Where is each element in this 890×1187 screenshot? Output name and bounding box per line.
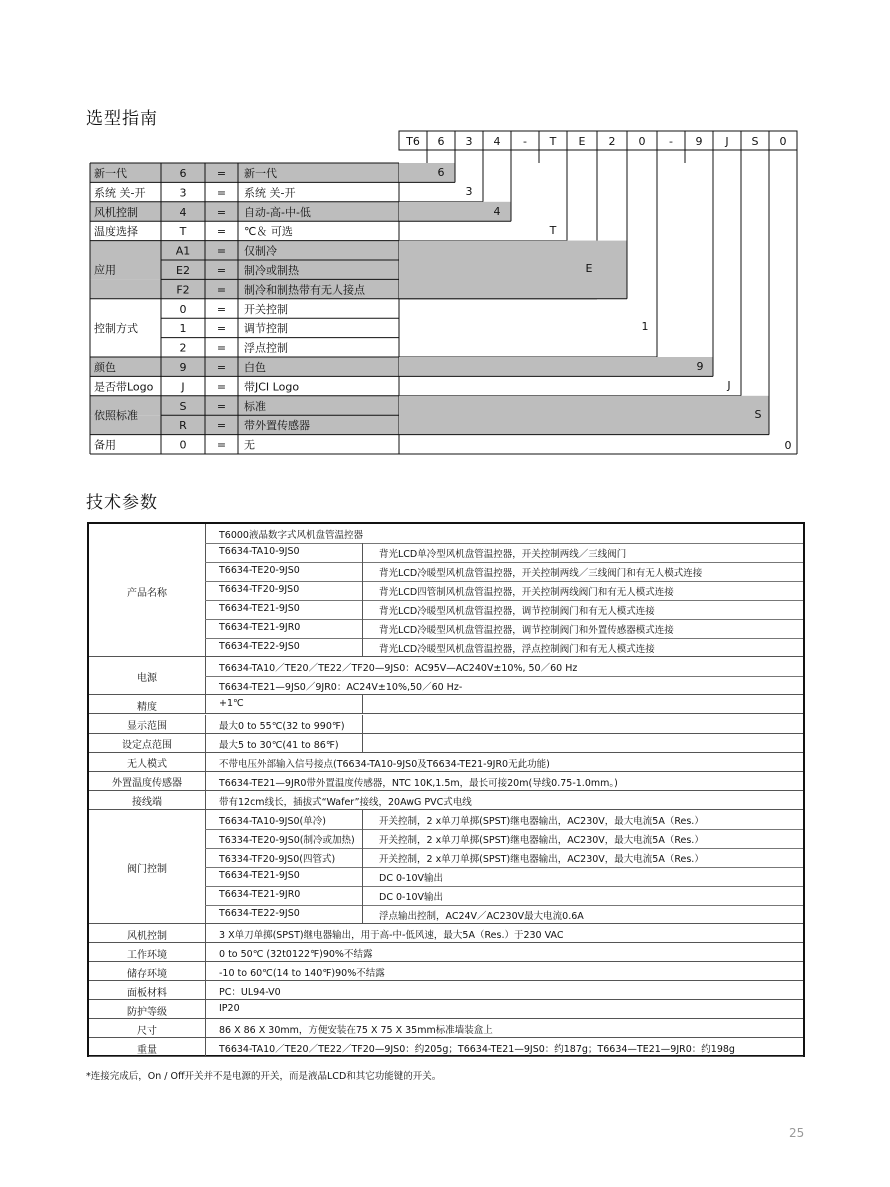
guide-equals: =: [216, 361, 227, 374]
header-code: E: [578, 135, 586, 148]
tech-group: [89, 943, 803, 962]
tech-col-divider: [205, 734, 206, 753]
guide-code: 0: [179, 302, 187, 316]
tech-col-divider: [205, 791, 206, 810]
tech-desc: 背光LCD冷暖型风机盘管温控器，开关控制两线／三线阀门和有无人模式连接: [379, 568, 703, 580]
guide-group-label: 是否带Logo: [94, 380, 154, 394]
tech-desc: DC 0-10V输出: [379, 872, 444, 884]
tech-subrow-line: [205, 867, 803, 868]
footnote: *连接完成后，On / Off开关并不是电源的开关，而是液晶LCD和其它功能键的开关。: [86, 1071, 442, 1082]
tech-desc: 浮点输出控制，AC24V／AC230V最大电流0.6A: [379, 911, 584, 922]
header-code: -: [523, 135, 527, 148]
page-number: 25: [789, 1126, 805, 1140]
tech-group: [89, 753, 803, 772]
tech-col-divider: [205, 1038, 206, 1057]
tech-label: 外置温度传感器: [112, 778, 182, 790]
header-code: 0: [638, 135, 646, 148]
tech-desc: 背光LCD冷暖型风机盘管温控器，调节控制阀门和外置传感器模式连接: [379, 625, 674, 637]
guide-code: 0: [179, 438, 187, 452]
guide-equals: =: [216, 419, 227, 433]
guide-equals: =: [216, 322, 227, 336]
guide-code: 2: [179, 341, 187, 355]
tech-group: [89, 657, 803, 695]
guide-equals: =: [216, 205, 227, 219]
stair-fill: [399, 241, 627, 299]
tech-value: T6634-TF20-9JS0: [219, 584, 300, 596]
header-code: S: [751, 135, 759, 148]
tech-value: T6634-TE21—9JR0带外置温度传感器，NTC 10K,1.5m，最长可接20m(导线0.75-1.0mm。): [219, 777, 618, 789]
tech-label: 无人模式: [127, 759, 167, 771]
guide-equals: =: [216, 399, 227, 413]
stair-fill: [399, 163, 455, 182]
tech-value: 带有12cm线长，插拔式“Wafer”接线，20AwG PVC式电线: [219, 796, 472, 808]
stair-label: 4: [493, 205, 501, 218]
tech-subrow-line: [205, 848, 803, 849]
tech-col-divider: [205, 715, 206, 734]
guide-group-label: 新一代: [94, 167, 127, 180]
guide-equals: =: [216, 244, 227, 258]
tech-col-divider: [362, 695, 363, 714]
guide-equals: =: [216, 380, 227, 394]
tech-group: [89, 524, 803, 657]
guide-group-label: 颜色: [94, 361, 116, 374]
tech-col-divider: [205, 924, 206, 943]
guide-desc: 带外置传感器: [244, 419, 310, 433]
stair-label: J: [727, 379, 731, 392]
guide-equals: =: [216, 264, 227, 277]
tech-value: T6000液晶数字式风机盘管温控器: [219, 530, 363, 541]
guide-desc: ℃＆ 可选: [244, 225, 293, 239]
guide-group-label: 依照标准: [94, 409, 138, 423]
tech-group: [89, 924, 803, 943]
tech-col-divider: [205, 772, 206, 791]
guide-desc: 仅制冷: [244, 244, 277, 258]
tech-col-divider: [362, 734, 363, 753]
tech-col-divider: [362, 829, 363, 848]
selection-guide-title: 选型指南: [86, 109, 158, 129]
tech-col-divider: [362, 600, 363, 619]
tech-value: 86 X 86 X 30mm，方便安装在75 X 75 X 35mm标准墙装盒上: [219, 1025, 493, 1037]
stair-label: 6: [437, 166, 445, 179]
tech-col-divider: [362, 848, 363, 867]
guide-equals: =: [216, 438, 227, 452]
guide-desc: 白色: [244, 361, 266, 374]
header-code: T: [549, 135, 557, 148]
tech-label: 产品名称: [127, 587, 167, 599]
guide-group-label: 风机控制: [94, 205, 138, 219]
tech-desc: 背光LCD冷暖型风机盘管温控器，浮点控制阀门和有无人模式连接: [379, 644, 655, 656]
tech-value: T6634-TE22-9JS0: [219, 908, 300, 919]
stair-label: T: [549, 224, 557, 237]
tech-label: 工作环境: [127, 949, 167, 961]
tech-col-divider: [362, 638, 363, 657]
tech-value: T6634-TA10／TE20／TE22／TF20—9JS0：约205g；T6634-TE21—9JS0：约187g；T6634—TE21—9JR0：约198g: [219, 1044, 735, 1056]
tech-col-divider: [205, 695, 206, 714]
guide-desc: 制冷或制热: [244, 264, 299, 277]
stair-label: 3: [465, 185, 473, 198]
tech-subrow-line: [205, 581, 803, 582]
guide-equals: =: [216, 283, 227, 297]
guide-group-label: 备用: [94, 438, 116, 452]
guide-equals: =: [216, 186, 227, 200]
guide-code: 1: [179, 322, 187, 336]
guide-desc: 调节控制: [244, 322, 288, 336]
tech-group: [89, 981, 803, 1000]
guide-equals: =: [216, 167, 227, 180]
tech-desc: 开关控制，2 x单刀单掷(SPST)继电器输出，AC230V，最大电流5A（Res.）: [379, 853, 704, 865]
tech-col-divider: [205, 962, 206, 981]
guide-desc: 开关控制: [244, 302, 288, 316]
tech-desc: DC 0-10V输出: [379, 891, 444, 903]
tech-value: PC：UL94-V0: [219, 987, 281, 999]
guide-desc: 新一代: [244, 167, 277, 180]
tech-col-divider: [362, 810, 363, 829]
tech-col-divider: [362, 543, 363, 562]
guide-desc: 标准: [244, 399, 266, 413]
tech-value: T6634-TE21-9JR0: [219, 888, 301, 900]
header-code: 0: [779, 135, 787, 148]
guide-desc: 浮点控制: [244, 341, 288, 355]
guide-code: S: [179, 399, 187, 413]
guide-code: F2: [176, 283, 190, 297]
tech-col-divider: [362, 581, 363, 600]
tech-label: 防护等级: [127, 1006, 167, 1018]
tech-value: -10 to 60℃(14 to 140℉)90%不结露: [219, 968, 385, 980]
tech-label: 显示范围: [127, 721, 167, 733]
tech-value: 0 to 50℃ (32t0122℉)90%不结露: [219, 949, 373, 961]
guide-code: 3: [179, 186, 187, 200]
tech-params-title: 技术参数: [86, 493, 158, 513]
tech-subrow-line: [205, 619, 803, 620]
tech-subrow-line: [205, 886, 803, 887]
header-code: J: [725, 135, 729, 148]
tech-col-divider: [205, 1019, 206, 1038]
tech-subrow-line: [205, 905, 803, 906]
tech-col-divider: [362, 619, 363, 638]
tech-subrow-line: [205, 600, 803, 601]
guide-code: E2: [176, 264, 190, 277]
tech-label: 精度: [137, 701, 157, 713]
guide-desc: 制冷和制热带有无人接点: [244, 283, 365, 297]
tech-label: 尺寸: [137, 1025, 157, 1037]
tech-value: IP20: [219, 1003, 240, 1015]
tech-params-table: [87, 522, 805, 1057]
guide-group-label: 应用: [94, 263, 116, 277]
guide-equals: =: [216, 302, 227, 316]
tech-label: 面板材料: [127, 987, 167, 999]
guide-code: J: [181, 380, 185, 394]
guide-group-label: 系统 关-开: [94, 186, 146, 200]
tech-subrow-line: [205, 562, 803, 563]
tech-group: [89, 962, 803, 981]
tech-col-divider: [362, 562, 363, 581]
header-code: 2: [608, 135, 616, 148]
tech-col-divider: [362, 905, 363, 924]
tech-desc: 背光LCD四管制风机盘管温控器，开关控制两线阀门和有无人模式连接: [379, 587, 674, 599]
tech-subrow-line: [205, 676, 803, 677]
tech-value: 最大0 to 55℃(32 to 990℉): [219, 720, 345, 732]
tech-group: [89, 810, 803, 924]
tech-group: [89, 1038, 803, 1057]
stair-fill: [399, 396, 769, 435]
tech-value: T6634-TE20-9JS0: [219, 565, 300, 577]
guide-code: A1: [175, 244, 191, 258]
guide-desc: 带JCI Logo: [244, 380, 300, 394]
tech-desc: 开关控制，2 x单刀单掷(SPST)继电器输出，AC230V，最大电流5A（Res.）: [379, 834, 704, 846]
tech-col-divider: [362, 715, 363, 734]
tech-desc: 背光LCD冷暖型风机盘管温控器，调节控制阀门和有无人模式连接: [379, 606, 655, 618]
tech-group: [89, 734, 803, 753]
tech-group: [89, 1000, 803, 1019]
guide-code: 6: [179, 167, 187, 180]
tech-value: T6634-TE22-9JS0: [219, 641, 300, 653]
tech-label: 设定点范围: [122, 740, 172, 752]
guide-desc: 自动-高-中-低: [244, 205, 311, 219]
guide-code: 4: [179, 205, 187, 219]
tech-value: 不带电压外部输入信号接点(T6634-TA10-9JS0及T6634-TE21-9JR0无此功能): [219, 758, 550, 770]
tech-label: 重量: [137, 1044, 157, 1056]
tech-value: T6634-TE21—9JS0／9JR0：AC24V±10%,50／60 Hz-: [219, 682, 463, 694]
tech-subrow-line: [205, 543, 803, 544]
tech-col-divider: [205, 981, 206, 1000]
tech-value: T6634-TA10／TE20／TE22／TF20—9JS0：AC95V—AC240V±10%, 50／60 Hz: [219, 663, 578, 675]
tech-label: 风机控制: [127, 930, 167, 942]
tech-label: 电源: [137, 673, 157, 685]
tech-value: T6634-TE21-9JS0: [219, 869, 300, 881]
header-code: 9: [695, 135, 703, 148]
tech-col-divider: [362, 867, 363, 886]
stair-label: 0: [784, 439, 792, 452]
header-code: 3: [465, 135, 473, 148]
tech-value: 3 X单刀单掷(SPST)继电器输出，用于高-中-低风速，最大5A（Res.）于230 VAC: [219, 930, 564, 942]
tech-col-divider: [205, 943, 206, 962]
tech-group: [89, 772, 803, 791]
tech-group: [89, 1019, 803, 1038]
guide-equals: =: [216, 225, 227, 239]
stair-label: E: [585, 262, 593, 275]
header-code: T6: [406, 135, 420, 148]
tech-value: T6634-TA10-9JS0: [219, 546, 300, 558]
stair-label: S: [754, 408, 762, 421]
stair-label: 1: [641, 320, 649, 333]
guide-code: T: [179, 225, 187, 239]
guide-group-label: 温度选择: [94, 225, 138, 239]
tech-subrow-line: [205, 829, 803, 830]
tech-desc: 开关控制，2 x单刀单掷(SPST)继电器输出，AC230V，最大电流5A（Res.）: [379, 815, 704, 827]
tech-value: T6634-TE21-9JR0: [219, 622, 301, 634]
tech-value: T6334-TF20-9JS0(四管式): [219, 853, 336, 865]
tech-desc: 背光LCD单冷型风机盘管温控器，开关控制两线／三线阀门: [379, 549, 627, 561]
tech-value: T6634-TE21-9JS0: [219, 603, 300, 615]
tech-value: T6334-TE20-9JS0(制冷或加热): [219, 834, 355, 846]
selection-guide-chart: [0, 0, 890, 470]
header-code: 6: [437, 135, 445, 148]
tech-group: [89, 791, 803, 810]
tech-value: 最大5 to 30℃(41 to 86℉): [219, 739, 339, 751]
tech-label: 储存环境: [127, 968, 167, 980]
guide-group-label: 控制方式: [94, 321, 138, 335]
stair-label: 9: [696, 360, 704, 373]
guide-equals: =: [216, 341, 227, 355]
tech-col-divider: [205, 753, 206, 772]
tech-value: +1℃: [219, 698, 244, 710]
tech-col-divider: [205, 1000, 206, 1019]
header-code: 4: [493, 135, 501, 148]
guide-code: 9: [179, 361, 187, 374]
tech-group: [89, 695, 803, 714]
guide-desc: 系统 关-开: [244, 186, 296, 200]
tech-col-divider: [362, 886, 363, 905]
tech-subrow-line: [205, 638, 803, 639]
header-code: -: [669, 135, 673, 148]
tech-value: T6634-TA10-9JS0(单冷): [219, 815, 326, 827]
tech-label: 接线端: [132, 797, 162, 809]
stair-fill: [399, 357, 713, 376]
guide-desc: 无: [244, 438, 255, 452]
tech-group: [89, 715, 803, 734]
tech-label: 阀门控制: [127, 863, 167, 875]
guide-code: R: [179, 419, 187, 433]
